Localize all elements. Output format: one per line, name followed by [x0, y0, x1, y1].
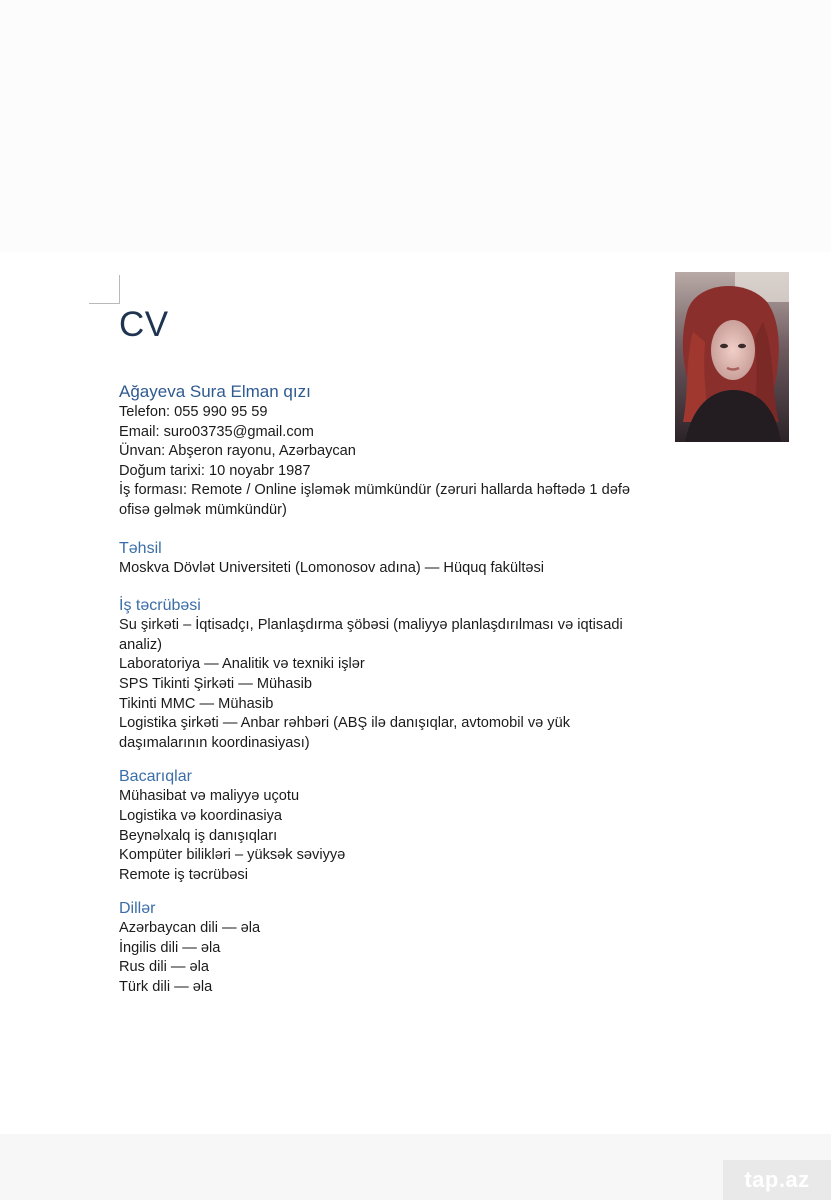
cv-content — [119, 381, 689, 998]
education-heading: Təhsil — [119, 539, 162, 557]
contact-birthdate: Doğum tarixi: 10 noyabr 1987 — [119, 462, 311, 479]
skill-item: Remote iş təcrübəsi — [119, 866, 248, 883]
experience-line: Logistika şirkəti — Anbar rəhbəri (ABŞ ilə danışıqlar, avtomobil və yük — [119, 715, 570, 732]
education-section — [119, 539, 689, 579]
top-blank-area — [0, 0, 831, 252]
tapaz-watermark: tap.az — [723, 1160, 831, 1200]
experience-line: daşımalarının koordinasiyası) — [119, 734, 310, 751]
skill-item: Beynəlxalq iş danışıqları — [119, 827, 278, 844]
languages-heading: Dillər — [119, 900, 156, 918]
contact-work-format: İş forması: Remote / Online işləmək mümkündür (zəruri hallarda həftədə 1 dəfə — [119, 482, 631, 499]
contact-work-format-cont: ofisə gəlmək mümkündür) — [119, 501, 287, 518]
language-item: Rus dili — əla — [119, 959, 210, 976]
full-name: Ağayeva Sura Elman qızı — [119, 382, 311, 401]
contact-phone: Telefon: 055 990 95 59 — [119, 404, 268, 420]
language-item: Türk dili — əla — [119, 979, 213, 996]
contact-email: Email: suro03735@gmail.com — [119, 423, 314, 440]
experience-line: analiz) — [119, 636, 162, 653]
experience-line: Su şirkəti – İqtisadçı, Planlaşdırma şöbəsi (maliyyə planlaşdırılması və iqtisadi — [119, 617, 623, 634]
page-corner-mark — [89, 275, 120, 304]
language-item: İngilis dili — əla — [119, 939, 221, 956]
experience-line: SPS Tikinti Şirkəti — Mühasib — [119, 675, 313, 692]
profile-photo — [675, 272, 789, 442]
education-line: Moskva Dövlət Universiteti (Lomonosov adına) — Hüquq fakültəsi — [119, 559, 545, 576]
skill-item: Kompüter bilikləri – yüksək səviyyə — [119, 847, 346, 864]
experience-line: Tikinti MMC — Mühasib — [119, 695, 274, 712]
experience-section — [119, 596, 689, 753]
language-item: Azərbaycan dili — əla — [119, 920, 261, 937]
skill-item: Mühasibat və maliyyə uçotu — [119, 788, 300, 805]
experience-line: Laboratoriya — Analitik və texniki işlər — [119, 656, 365, 673]
bottom-blank-area — [0, 1134, 831, 1200]
languages-section — [119, 899, 689, 997]
experience-heading: İş təcrübəsi — [119, 597, 201, 615]
skill-item: Logistika və koordinasiya — [119, 807, 283, 824]
skills-heading: Bacarıqlar — [119, 768, 192, 786]
contact-address: Ünvan: Abşeron rayonu, Azərbaycan — [119, 443, 356, 460]
cv-title: CV — [119, 305, 169, 344]
contact-section — [119, 403, 689, 521]
skills-section — [119, 767, 689, 885]
